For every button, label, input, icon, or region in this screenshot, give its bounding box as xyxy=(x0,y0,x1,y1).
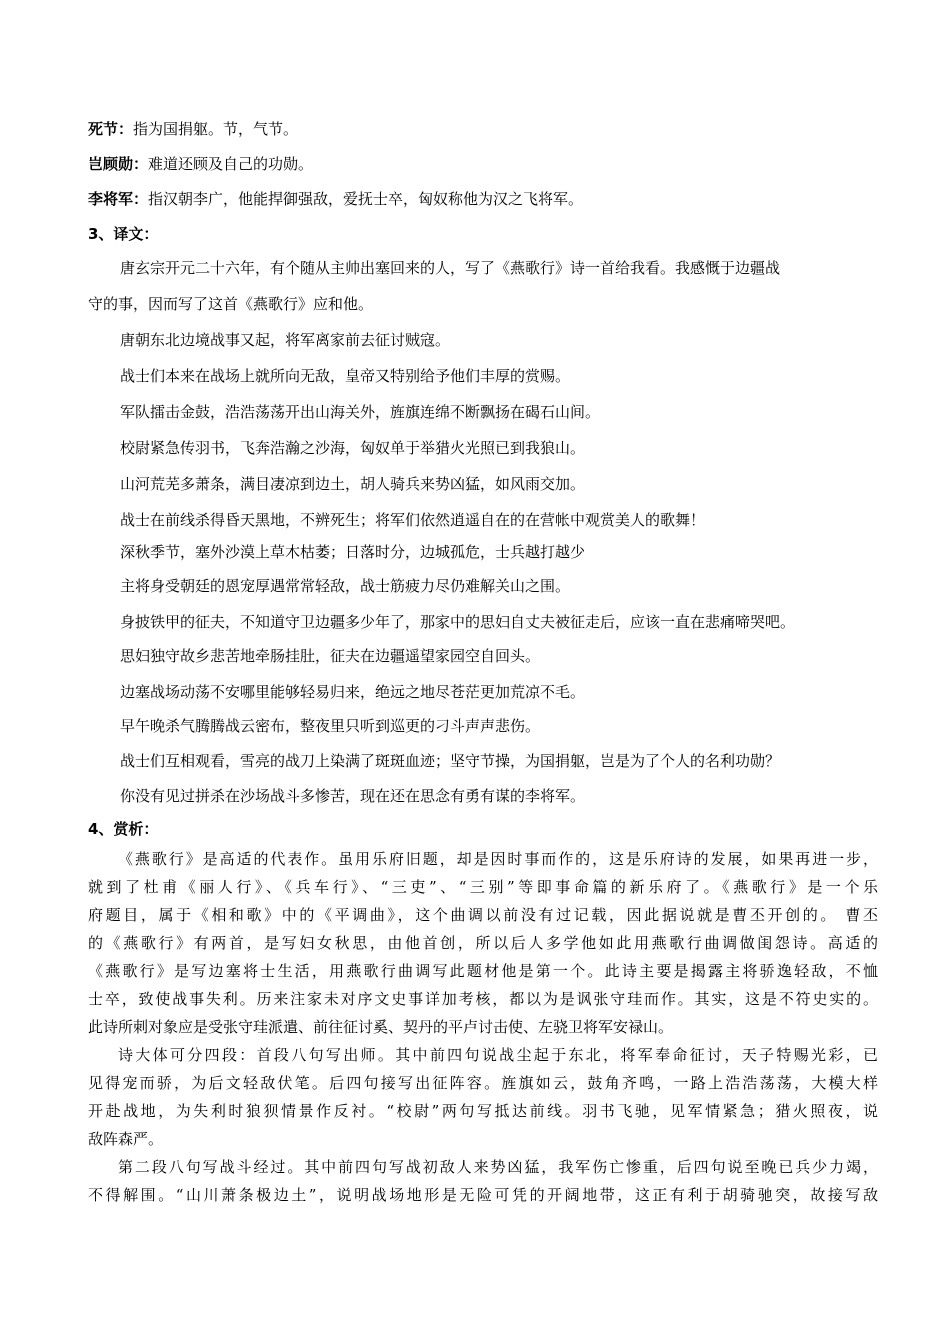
translation-line: 深秋季节，塞外沙漠上草木枯萎；日落时分，边城孤危，士兵越打越少 xyxy=(120,543,586,561)
section-heading-translation: 3、译文： xyxy=(88,225,159,243)
paragraph-line: 《燕歌行》是高适的代表作。虽用乐府旧题，却是因时事而作的，这是乐府诗的发展，如果再进一步， xyxy=(118,850,878,868)
paragraph-line: 敌阵森严。 xyxy=(88,1130,164,1148)
glossary-definition: 指为国捐躯。节，气节。 xyxy=(133,120,299,138)
translation-line: 早午晚杀气腾腾战云密布，整夜里只听到巡更的刁斗声声悲伤。 xyxy=(120,717,541,735)
paragraph-line: 的《燕歌行》有两首，是写妇女秋思，由他首创，所以后人多学他如此用燕歌行曲调做闺怨诗。高适的 xyxy=(88,934,878,952)
translation-line: 战士在前线杀得昏天黑地，不辨死生；将军们依然逍遥自在的在营帐中观赏美人的歌舞！ xyxy=(120,511,706,529)
glossary-definition: 难道还顾及自己的功勋。 xyxy=(148,155,314,173)
paragraph-line: 就到了杜甫《丽人行》、《兵车行》、“三吏”、“三别”等即事命篇的新乐府了。《燕歌行》是一个乐 xyxy=(88,878,878,896)
glossary-term: 李将军： xyxy=(88,190,149,208)
translation-line: 山河荒芜多萧条，满目凄凉到边土，胡人骑兵来势凶猛，如风雨交加。 xyxy=(120,475,586,493)
paragraph-line: 开赴战地，为失利时狼狈情景作反衬。“校尉”两句写抵达前线。羽书飞驰，见军情紧急；猎火照夜，说 xyxy=(88,1102,878,1120)
glossary-definition: 指汉朝李广，他能捍御强敌，爱抚士卒，匈奴称他为汉之飞将军。 xyxy=(148,190,584,208)
translation-line: 军队擂击金鼓，浩浩荡荡开出山海关外，旌旗连绵不断飘扬在碣石山间。 xyxy=(120,403,601,421)
translation-line: 战士们本来在战场上就所向无敌，皇帝又特别给予他们丰厚的赏赐。 xyxy=(120,367,571,385)
paragraph-line: 府题目，属于《相和歌》中的《平调曲》，这个曲调以前没有过记载，因此据说就是曹丕开创的。 曹丕 xyxy=(88,906,878,924)
paragraph-line: 此诗所刺对象应是受张守珪派遣、前往征讨奚、契丹的平卢讨击使、左骁卫将军安禄山。 xyxy=(88,1018,674,1036)
paragraph-line: 士卒，致使战事失利。历来注家未对序文史事详加考核，都以为是讽张守珪而作。其实，这是不符史实的。 xyxy=(88,990,878,1008)
translation-line: 唐玄宗开元二十六年，有个随从主帅出塞回来的人，写了《燕歌行》诗一首给我看。我感慨于边疆战 xyxy=(120,259,781,277)
section-heading-appreciation: 4、赏析： xyxy=(88,820,159,838)
paragraph-line: 见得宠而骄，为后文轻敌伏笔。后四句接写出征阵容。旌旗如云，鼓角齐鸣，一路上浩浩荡荡，大模大样 xyxy=(88,1074,878,1092)
paragraph-line: 第二段八句写战斗经过。其中前四句写战初敌人来势凶猛，我军伤亡惨重，后四句说至晚已兵少力竭， xyxy=(118,1158,878,1176)
glossary-item xyxy=(88,119,298,139)
paragraph-line: 《燕歌行》是写边塞将士生活，用燕歌行曲调写此题材他是第一个。此诗主要是揭露主将骄逸轻敌，不恤 xyxy=(88,962,878,980)
translation-line: 你没有见过拼杀在沙场战斗多惨苦，现在还在思念有勇有谋的李将军。 xyxy=(120,787,586,805)
glossary-term: 岂顾勋： xyxy=(88,155,149,173)
translation-line: 唐朝东北边境战事又起，将军离家前去征讨贼寇。 xyxy=(120,331,451,349)
translation-line: 边塞战场动荡不安哪里能够轻易归来，绝远之地尽苍茫更加荒凉不毛。 xyxy=(120,683,586,701)
glossary-term: 死节： xyxy=(88,120,134,138)
translation-line: 校尉紧急传羽书，飞奔浩瀚之沙海，匈奴单于举猎火光照已到我狼山。 xyxy=(120,439,586,457)
translation-line: 战士们互相观看，雪亮的战刀上染满了斑斑血迹；坚守节操，为国捐躯，岂是为了个人的名利功勋？ xyxy=(120,752,781,770)
translation-line: 守的事，因而写了这首《燕歌行》应和他。 xyxy=(88,295,374,313)
translation-line: 身披铁甲的征夫，不知道守卫边疆多少年了，那家中的思妇自丈夫被征走后，应该一直在悲痛啼哭吧。 xyxy=(120,613,796,631)
glossary-item xyxy=(88,189,583,209)
translation-line: 思妇独守故乡悲苦地牵肠挂肚，征夫在边疆遥望家园空自回头。 xyxy=(120,647,541,665)
paragraph-line: 诗大体可分四段：首段八句写出师。其中前四句说战尘起于东北，将军奉命征讨，天子特赐光彩，已 xyxy=(118,1046,878,1064)
paragraph-line: 不得解围。“山川萧条极边土”，说明战场地形是无险可凭的开阔地带，这正有利于胡骑驰突，故接写敌 xyxy=(88,1186,878,1204)
glossary-item xyxy=(88,154,313,174)
translation-line: 主将身受朝廷的恩宠厚遇常常轻敌，战士筋疲力尽仍难解关山之围。 xyxy=(120,577,571,595)
